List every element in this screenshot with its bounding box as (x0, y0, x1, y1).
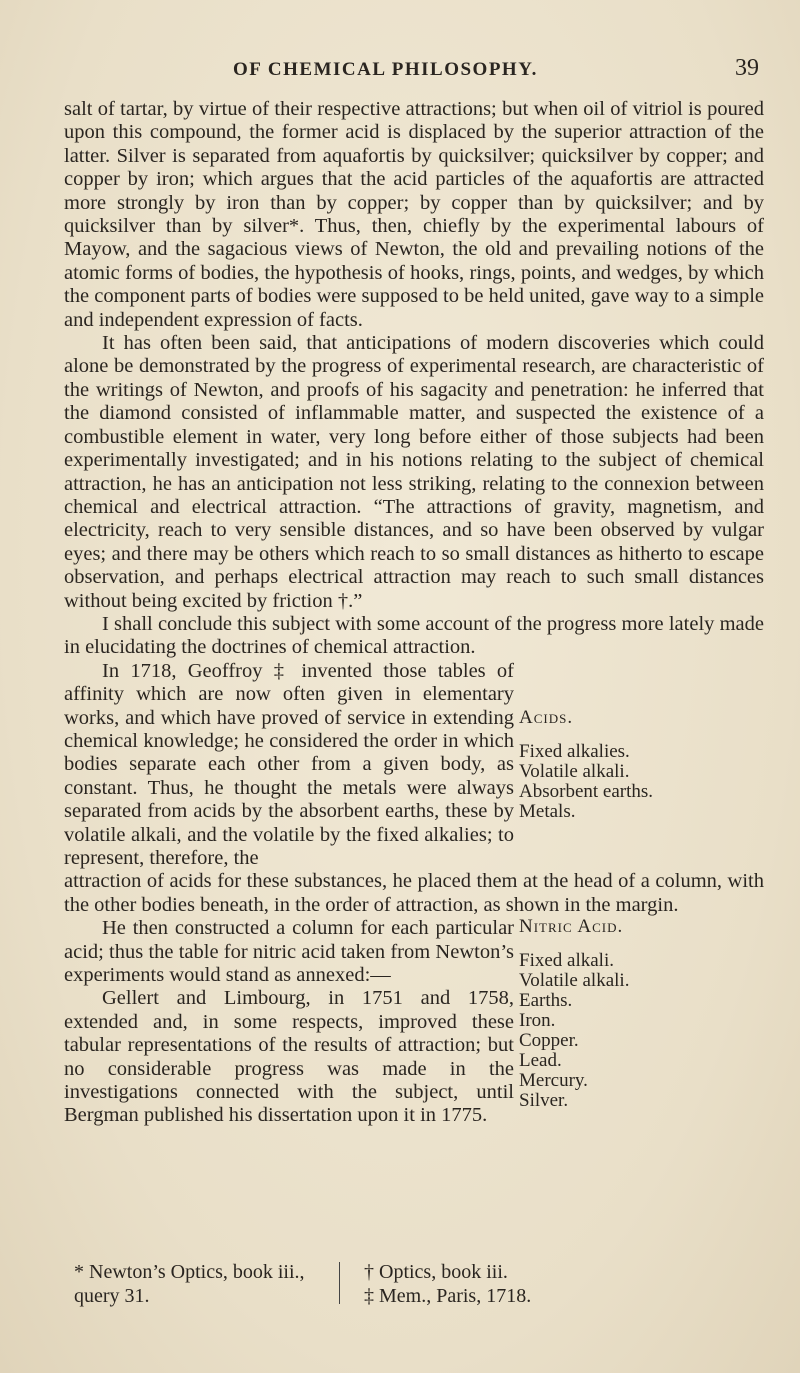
paragraph: It has often been said, that anticipations of modern discoveries which could alone be demonstrated by the progress of experimental research, are characteristic of the writings of Newton, and proofs of his sagacity and penetration: he inferred that the diamond consisted of inflammable matter, and suspected the existence of a combustible element in water, very long before either of those subjects had been experimentally investigated; and in his notions relating to the subject of chemical attraction, he has an anticipation not less striking, relating to the connexion between chemical and electrical attraction. “The attractions of gravity, magnetism, and electricity, reach to very sensible distances, and so have been observed by vulgar eyes; and there may be others which reach to so small distances as hitherto to escape observation, and perhaps electrical attraction may reach to such small distances without being excited by friction †.” (64, 332, 764, 612)
paragraph: Gellert and Limbourg, in 1751 and 1758, extended and, in some respects, improved these tabular representations of the results of attraction; but no considerable progress was made in the investigations connected with the subject, until Bergman published his dissertation upon it in 1775. (64, 987, 514, 1127)
nitric-table-item: Iron. (519, 1010, 556, 1032)
nitric-table-item: Lead. (519, 1050, 562, 1072)
nitric-table-item: Mercury. (519, 1070, 588, 1092)
footnote-mem-paris: ‡ Mem., Paris, 1718. (364, 1285, 532, 1307)
paragraph: He then constructed a column for each particular acid; thus the table for nitric acid taken from Newton’s experiments would stand as annexed:— (64, 917, 514, 987)
acids-table-item: Fixed alkalies. (519, 740, 630, 762)
footnote-optics: † Optics, book iii. (364, 1261, 508, 1283)
page-header (0, 55, 800, 85)
paragraph-narrow-text: In 1718, Geoffroy ‡ invented those tables of affinity which are now often given in elementary works, and which have proved of service in extending chemical knowledge; he considered the order in which bodies separate each other from a given body, as constant. Thus, he thought the metals were always separated from acids by the absorbent earths, these by volatile alkali, and the volatile by the fixed alkalies; to represent, therefore, the (64, 659, 514, 869)
nitric-table-heading: Nitric Acid. (519, 916, 624, 938)
footnotes (64, 1260, 764, 1310)
nitric-table-item: Earths. (519, 990, 573, 1012)
body-text (64, 98, 764, 1128)
acids-table-item: Volatile alkali. (519, 760, 630, 782)
acids-table (519, 708, 653, 822)
nitric-table-item: Volatile alkali. (519, 970, 630, 992)
paragraph: I shall conclude this subject with some account of the progress more lately made in elucidating the doctrines of chemical attraction. (64, 612, 764, 659)
page-number: 39 (735, 55, 759, 81)
paragraph: salt of tartar, by virtue of their respective attractions; but when oil of vitriol is poured upon this compound, the former acid is displaced by the superior attraction of the latter. Silver is separated from aquafortis by quicksilver; quicksilver by copper; and copper by iron; which argues that the acid particles of the aquafortis are attracted more strongly by iron than by copper; by copper than by quicksilver; and by quicksilver than by silver*. Thus, then, chiefly by the experimental labours of Mayow, and the sagacious views of Newton, the old and prevailing notions of the atomic forms of bodies, the hypothesis of hooks, rings, points, and wedges, by which the component parts of bodies were supposed to be held united, gave way to a simple and independent expression of facts. (64, 98, 764, 331)
footnote-newton-optics: * Newton’s Optics, book iii., query 31. (74, 1261, 305, 1307)
nitric-acid-table (519, 917, 629, 1111)
footnote-divider (339, 1262, 340, 1304)
nitric-table-item: Copper. (519, 1030, 579, 1052)
nitric-section (64, 917, 764, 1128)
nitric-table-item: Fixed alkali. (519, 950, 614, 972)
paragraph (64, 660, 514, 871)
acids-table-heading: Acids. (519, 706, 574, 728)
acids-table-item: Metals. (519, 800, 576, 822)
paragraph: attraction of acids for these substances, he placed them at the head of a column, with the other bodies beneath, in the order of attraction, as shown in the margin. (64, 870, 764, 916)
acids-section (64, 660, 764, 871)
footnote-right-column (364, 1260, 764, 1308)
nitric-table-item: Silver. (519, 1090, 569, 1112)
running-title: OF CHEMICAL PHILOSOPHY. (233, 59, 538, 80)
acids-table-item: Absorbent earths. (519, 780, 654, 802)
